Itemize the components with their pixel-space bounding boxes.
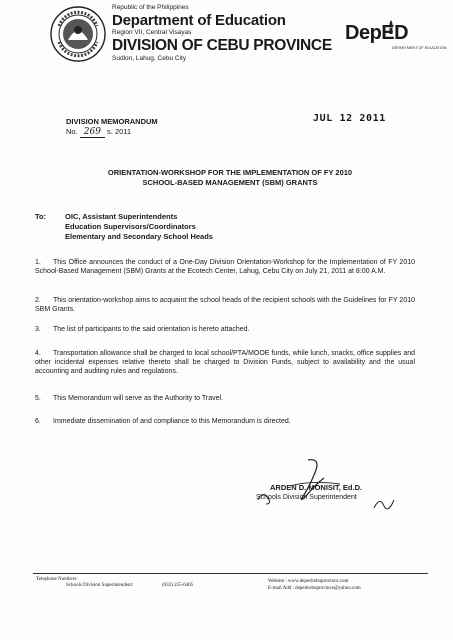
telephone-label: Telephone Numbers: — [36, 577, 78, 582]
subject-line-2: SCHOOL-BASED MANAGEMENT (SBM) GRANTS — [142, 178, 318, 187]
paragraph-text: The list of participants to the said orientation is hereto attached. — [53, 326, 250, 333]
paragraph-number: 1. — [35, 259, 41, 266]
division-seal-icon — [50, 6, 106, 62]
paragraph-number: 3. — [35, 326, 41, 333]
signatory-title: Schools Division Superintendent — [256, 494, 357, 501]
footer-telephone — [36, 577, 133, 589]
paragraph-5 — [35, 394, 415, 403]
subject-line-1: ORIENTATION-WORKSHOP FOR THE IMPLEMENTATION OF FY 2010 — [107, 168, 353, 177]
recipient-list — [65, 212, 213, 242]
recipient-item: Elementary and Secondary School Heads — [65, 232, 213, 241]
paragraph-text: This Office announces the conduct of a One-Day Division Orientation-Workshop for the Implementation of FY 2010 School-Based Management (SBM) Grants at the Ecotech Center, Lahug, Cebu City on July 21, 2011 at 8:00 A.M. — [35, 259, 415, 275]
republic-text: Republic of the Philippines — [112, 4, 189, 11]
paragraph-number: 4. — [35, 350, 41, 357]
paragraph-text: This Memorandum will serve as the Authority to Travel. — [53, 395, 224, 402]
memo-series: s. 2011 — [107, 127, 132, 136]
department-name: Department of Education — [112, 12, 286, 29]
date-stamp: JUL 12 2011 — [313, 113, 386, 124]
paragraph-number: 6. — [35, 418, 41, 425]
paragraph-text: Transportation allowance shall be charged to local school/PTA/MOOE funds, while lunch, snacks, office supplies and other incidental expenses relative thereto shall be charged to Division Funds, subject to availability and the usual accounting and auditing rules and regulations. — [35, 350, 415, 375]
paragraph-number: 2. — [35, 297, 41, 304]
deped-tagline: DEPARTMENT OF EDUCATION — [392, 46, 447, 50]
paragraph-6 — [35, 417, 415, 426]
to-label: To: — [35, 212, 47, 221]
memo-title: DIVISION MEMORANDUM — [66, 117, 158, 126]
paragraph-number: 5. — [35, 395, 41, 402]
paragraph-3 — [35, 325, 415, 334]
memo-number — [66, 127, 131, 137]
paragraph-2 — [35, 296, 415, 314]
website-text: Website : www.depedcebuprovince.com — [268, 579, 349, 584]
memo-subject — [60, 168, 400, 188]
deped-logo-text: DepED — [345, 22, 409, 44]
footer-contact — [268, 578, 361, 592]
recipient-item: Education Supervisors/Coordinators — [65, 222, 196, 231]
telephone-number: (032) 255-6405 — [162, 583, 194, 588]
paragraph-text: Immediate dissemination of and compliance to this Memorandum is directed. — [53, 418, 291, 425]
region-text: Region VII, Central Visayas — [112, 29, 192, 36]
initial-mark-icon — [372, 494, 396, 514]
email-text: E-mail Add : depedcebuprovince@yahoo.com — [268, 586, 361, 591]
memo-number-label: No. — [66, 127, 78, 136]
division-name: DIVISION OF CEBU PROVINCE — [112, 37, 332, 54]
signatory-name: ARDEN D. MONISIT, Ed.D. — [270, 483, 363, 492]
paragraph-4 — [35, 349, 415, 376]
telephone-role: Schools Division Superintendent: — [66, 583, 134, 588]
address-text: Sudlon, Lahug, Cebu City — [112, 55, 187, 62]
footer-divider — [33, 573, 428, 574]
recipient-item: OIC, Assistant Superintendents — [65, 212, 178, 221]
memo-number-value: 269 — [80, 127, 105, 138]
letterhead — [112, 4, 342, 63]
paragraph-text: This orientation-workshop aims to acquaint the school heads of the recipient schools with the Guidelines for FY 2010 SBM Grants. — [35, 297, 415, 313]
paragraph-1 — [35, 258, 415, 276]
